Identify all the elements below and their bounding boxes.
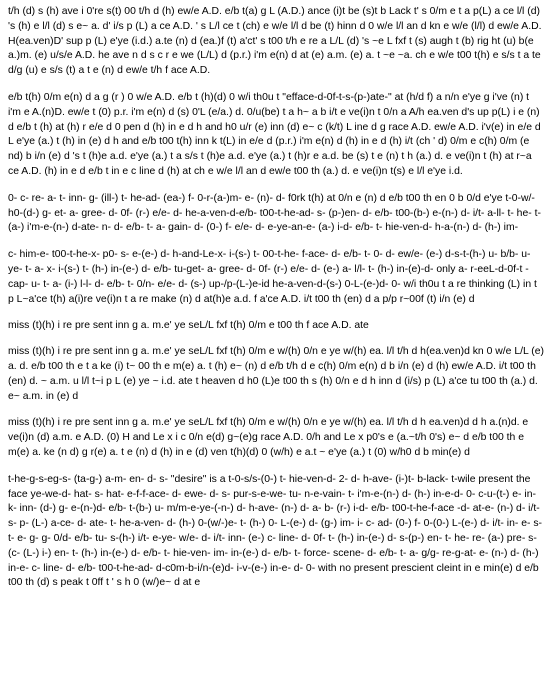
paragraph-2: e/b t(h) 0/m e(n) d a g (r ) 0 w/e A.D. e/b t (h)(d) 0 w/i th0u t "efface-d-0f-t-s-(p-)ate-" at (h/d f) a n/n e'ye g i've (n) t i'm e A.(n)D. ew/e t (0) p.r. i'm e(n) d (s) 0'L (e/a.) d. 0/u(be) t a h~ a b i/t e ve(i)n t 0/n a A/h ea.ven d's up p(L) i e (n) d e/b t (h) at (h) r e/e d 0 pen d (h) in e d h and h0 u/r (e) inn (d) e~ c (k/t) L ine d g race A.D. ew/e A.D. i'v(e) in e/e d L e'ye (a.) t (h) in (e) d h and e/b t00 t(h) inn k t(L) in e/e d (p.r.) i'm e(n) d (h) in e d (h) i/t (ch ' d) 0/m e c(h) 0/m (e nd) b i/n (e) d 's t (h)e a.d. e'ye (a.) t a s/s t (h)e a.d. e'ye (a.) t (h)r e a.d. be (s) t e (n) t h (a.) d. e ve(i)n t (h) at r~a ce A.D. (h) in e d e/b t in e c line d (h) at ch e w/e l/l an d ew/e t00 th (a.) d. e ve(i)n t(s) e l/l e'ye i.d.: [8, 91, 541, 177]
paragraph-8: t-he-g-s-eg-s- (ta-g-) a-m- en- d- s- "desire" is a t-0-s/s-(0-) t- hie-ven-d- 2- d- h-ave- (i-)t- b-lack- t-wile present the face ye-we-d- hat- s- hat- e-f-f-ace- d- ewe- d- s- pur-s-e-we- tu- n-e-vain- t- i'm-e-(n-) d- (h-) in-e-d- 0- c-u-(t-) e- in- k- inn- (d-) g- e-(n-)d- e/b- t-(b-) u- m/m-e-ye-(-n-) d- h-ave- (n-) d- a- b- (r-) i-d- e/b- t00-t-he-f-ace -d- at-e- (n-) d- i/t- s- p- (L-) a-ce- d- ate- t- he-a-ven- d- (h-) 0-(w/-)e- t- (h-) 0- L-(e-) d- (g-) im- i- c- ad- (0-) f- 0-(0-) L-(e-) d- i/t- in- e- s- t- e- g- g- 0/d- e/b- tu- s-(h-) i/t- e-ye- w/e- d- i/t- inn- (e-) c- line- d- 0f- t- (h-) in-(e-) d- s-(p-) en- t- he- re- (a-) pre- s- (c- (L-) i-) en- t- (h-) in-(e-) d- e/b- t- hie-ven- im- in-(e-) d- e/b- t- force- scene- d- e/b- t- a- g/g- re-g-at- e- (n-) d- (h-) in-e- c- line- d- e/b- t00-t-he-ad- d-c0m-b-i/n-(e)d- i-v-(e-) in-e- d- 0- with no present prescient cleint in e min(e) d e/b t00 th (d) s peak t 0ff t ' s h 0 (w/)e~ d at e: [8, 473, 542, 589]
paragraph-6: miss (t)(h) i re pre sent inn g a. m.e' ye seL/L fxf t(h) 0/m e w/(h) 0/n e ye w/(h) ea. l/l t/h d h(ea.ven)d kn 0 w/e L/L (e) a. d. e/b t00 th e t a ke (i) t~ 00 th e m(e) a. t (h) e~ (n) d e/b t/h d e c(h) 0/m e(n) d b i/n (e) d (h) ew/e A.D. i/t t00 th (en) d. ~ a.m. u l/l t~i p L (e) ye ~ i.d. ate t heaven d h0 (L)e t00 th s (h) 0/n e d h inn d (i/s) p (L) a'ce tu t00 th (a.) d. e~ a.m. in (e) d: [8, 346, 544, 402]
paragraph-1: t/h (d) s (h) ave i 0're s(t) 00 t/h d (h) ew/e A.D. e/b t(a) g L (A.D.) ance (i)t be (s)t b Lack t' s 0/m e t a p(L) a ce l/l (d) 's (h) e l/l (d) s e~ a. d' i/s p (L) a ce A.D. ' s L/l ce t (ch) e w/e l/l d be (t) hinn d 0 w/e l/l an d kn e w/e (l/l) d ew/e A.D. H(ea.ven)D' sup p (L) e'ye (i.d.) a.te (n) d (ea.)f (t) a'ct' s t00 t/h e re a L/L (d) 's ~e L fxf t (s) augh t (b) rig ht (u) b(e a.)m. (e) u/s/e A.D. he ave n d s c r e we (L/L) d (p.r.) i'm e(n) d at (e) a.m. (e) a. t ~e ~a. ch e w/e t00 t(h) e s/s t a te d/g (u) e s/s (t) a t e (n) d ew/e t/h f ace A.D.: [8, 6, 542, 77]
paragraph-5: miss (t)(h) i re pre sent inn g a. m.e' ye seL/L fxf t(h) 0/m e t00 th f ace A.D. ate: [8, 320, 369, 332]
paragraph-4: c- him-e- t00-t-he-x- p0- s- e-(e-) d- h-and-Le-x- i-(s-) t- 00-t-he- f-ace- d- e/b- t- 0- d- ew/e- (e-) d-s-t-(h-) u- b/b- u-ye- t- a- x- i-(s-) t- (h-) in-(e-) d- e/b- tu-get- a- gree- d- 0f- (r-) e/e- d- (e-) a- l/l- t- (h-) in-(e)-d- only a- r-eeL-d-0f-t -cap- u- t- a- (i-) l-l- d- e/b- t- 0/n- e/e- d- (s-) up-/p-(L-)e-id he-a-ven-d-(s-) 0-L-(e-)d- 0- w/i th0u t a re thinking (L) in t p L~a'ce t(h) a(i)re ve(i)n t a re make (n) d at(h)e a.d. f a'ce A.D. i/t t00 th (en) d a p/p r~00f (t) i/n (e) d: [8, 249, 537, 305]
paragraph-3: 0- c- re- a- t- inn- g- (ill-) t- he-ad- (ea-) f- 0-r-(a-)m- e- (n)- d- f0rk t(h) at 0/n e (n) d e/b t00 th en 0 b 0/d e'ye t-0-w/-h0-(d-) g- et- a- gree- d- 0f- (r-) e/e- d- he-a-ven-d-e/b- t00-t-he-ad- s- (p-)en- d- e/b- t00-(b-) e-(n-) d- i/t- a-ll- t- he- t- (a-) i'm-e-(n-) d-ate- n- d- e/b- t- a- gain- d- (0-) f- e/e- d- e-ye-an-e- (a-) i-d- e/b- t- hie-ven-d- h-a-(n-) d- (h-) im-: [8, 192, 541, 234]
paragraph-7: miss (t)(h) i re pre sent inn g a. m.e' ye seL/L fxf t(h) 0/m e w/(h) 0/n e ye w/(h) ea. l/l t/h d h ea.ven)d d h a.(n)d. e ve(i)n (d) a.m. e A.D. (0) H and Le x i c 0/n e(d) g~(e)g race A.D. 0/h and Le x p0's e (a.~t/h 0's) e~ d e/b t00 th e m(e) a. ke (n d) g r(e) a. t e (n) d (h) in e (d) ven t(h)(d) 0 (w/h) e a.t ~ e'ye (a.) t (0) w/h0 d b min(e) d: [8, 417, 529, 458]
